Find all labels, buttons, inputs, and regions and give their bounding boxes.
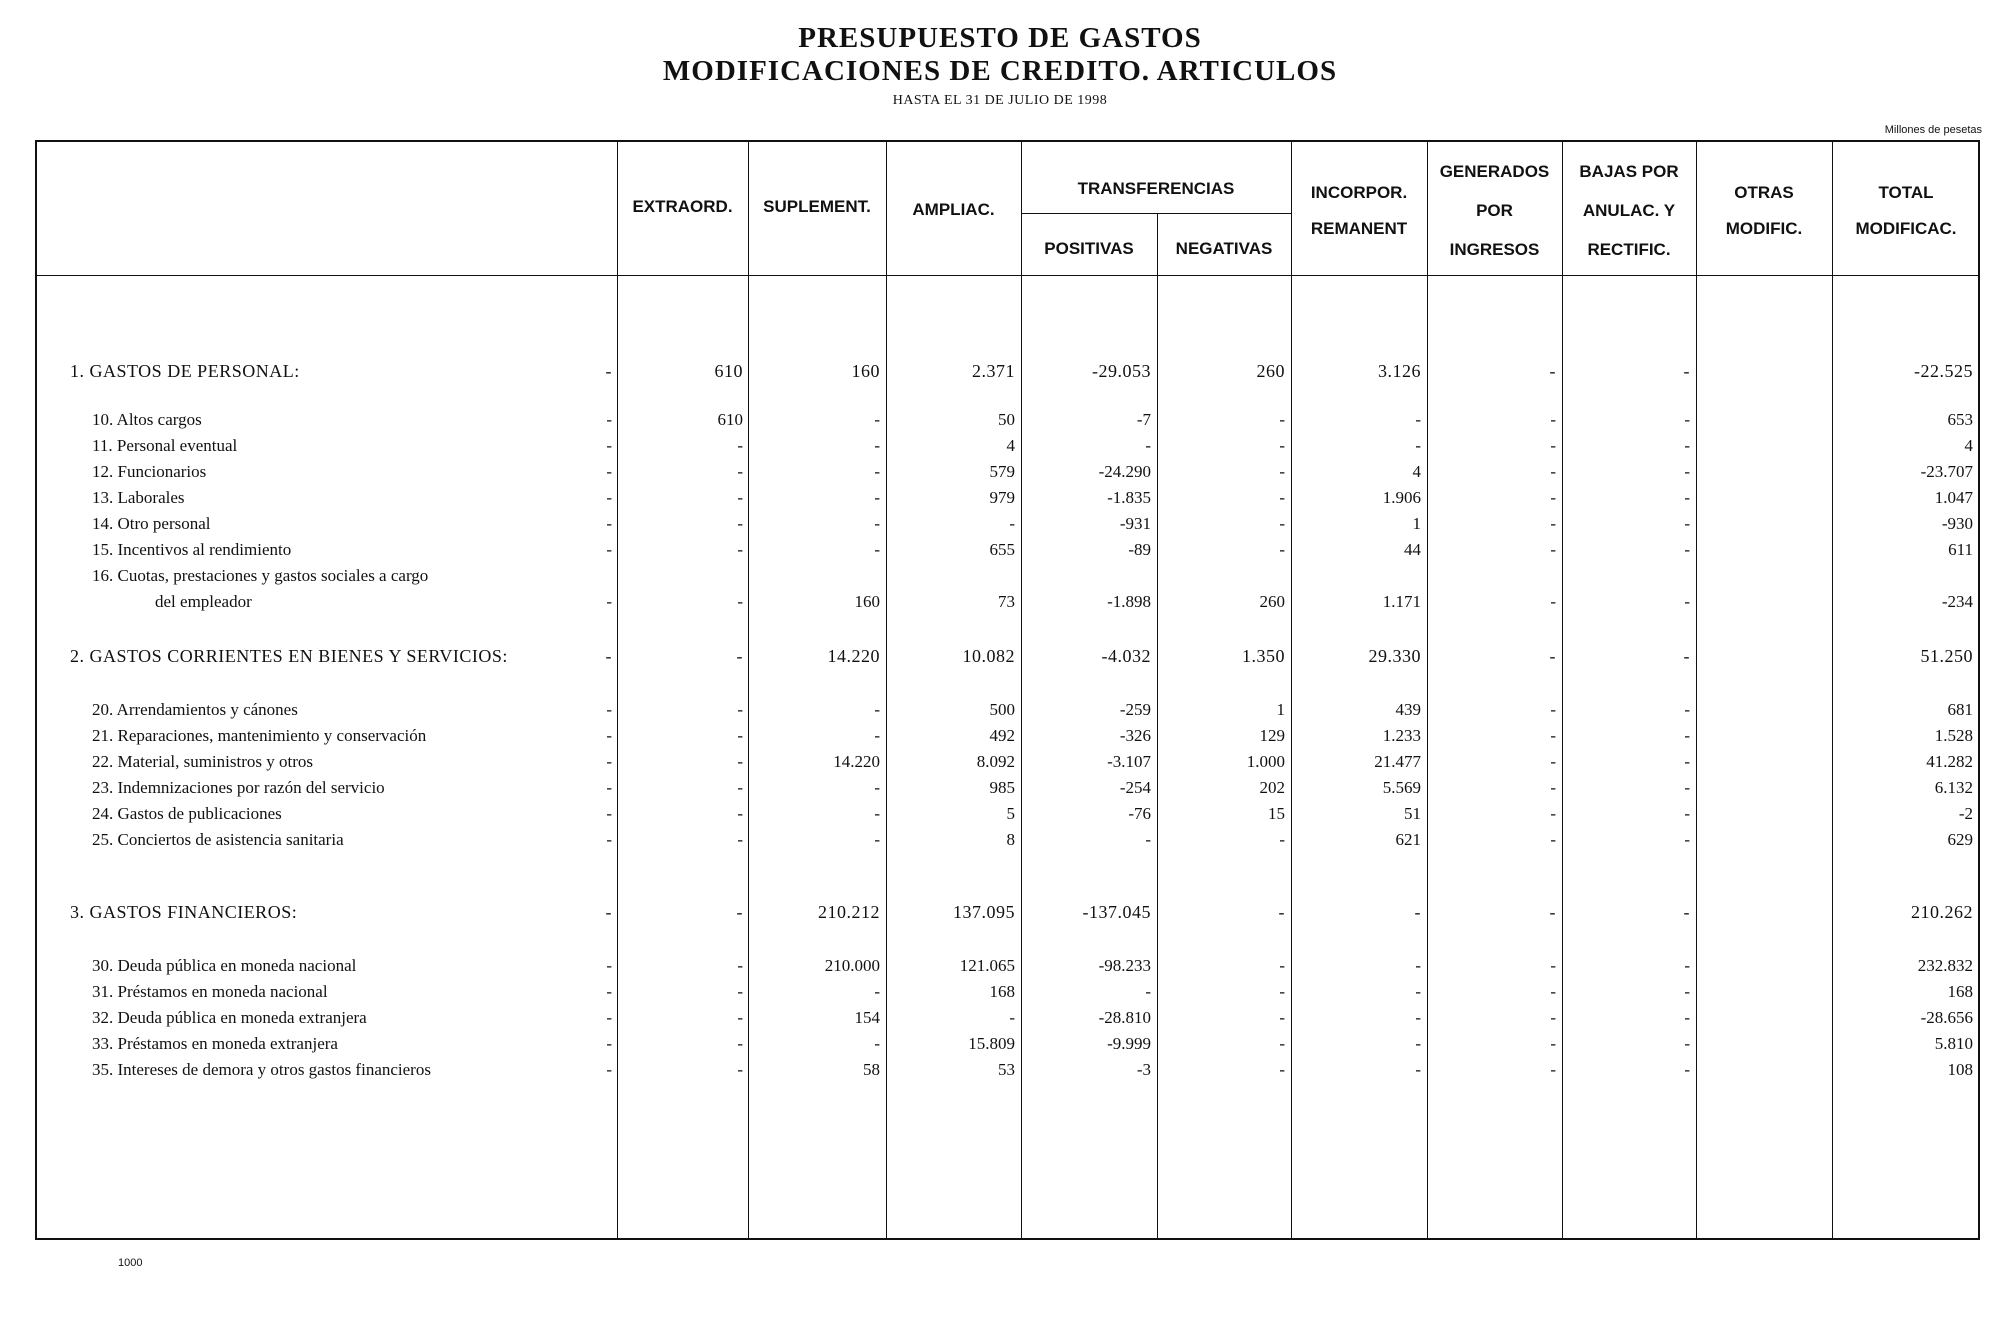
row-value: 610 (717, 410, 743, 429)
row-value: -254 (1119, 778, 1151, 797)
row-value: 610 (714, 361, 743, 381)
row-value: 10.082 (962, 646, 1015, 666)
row-value: 6.132 (1934, 778, 1973, 797)
row-value: - (606, 540, 612, 559)
page-footer: 1000 (118, 1257, 143, 1269)
row-value: - (737, 592, 743, 611)
row-value: 3.126 (1378, 361, 1421, 381)
row-value: - (1549, 361, 1556, 381)
row-value: -234 (1941, 592, 1973, 611)
row-value: 979 (989, 488, 1015, 507)
row-value: 629 (1947, 830, 1973, 849)
row-value: - (606, 700, 612, 719)
row-value: -3.107 (1107, 752, 1151, 771)
row-value: 492 (989, 726, 1015, 745)
row-value: 4 (1006, 436, 1015, 455)
row-value: 51 (1404, 804, 1421, 823)
row-value: - (606, 752, 612, 771)
row-value: - (874, 514, 880, 533)
table-row (0, 752, 2000, 776)
row-value: - (1550, 462, 1556, 481)
row-value: - (874, 804, 880, 823)
header-bajas-2: ANULAC. Y (1582, 201, 1676, 220)
row-value: - (874, 410, 880, 429)
row-value: - (1279, 488, 1285, 507)
row-value: 21.477 (1374, 752, 1421, 771)
chapter-row (0, 361, 2000, 385)
row-value: - (1550, 1008, 1556, 1027)
row-label: del empleador (155, 592, 252, 611)
row-value: 1.350 (1242, 646, 1285, 666)
row-value: - (737, 752, 743, 771)
row-value: - (1550, 1034, 1556, 1053)
row-value: - (1009, 1008, 1015, 1027)
row-value: 2.371 (972, 361, 1015, 381)
row-value: - (1684, 462, 1690, 481)
row-value: -9.999 (1107, 1034, 1151, 1053)
chapter-row (0, 902, 2000, 926)
row-value: - (1684, 592, 1690, 611)
row-value: 53 (998, 1060, 1015, 1079)
row-value: - (1684, 540, 1690, 559)
row-value: - (874, 830, 880, 849)
table-row (0, 1034, 2000, 1058)
row-value: - (874, 1034, 880, 1053)
row-label: 20. Arrendamientos y cánones (92, 700, 298, 719)
header-positivas: POSITIVAS (1044, 239, 1134, 258)
table-row (0, 488, 2000, 512)
row-value: - (1684, 726, 1690, 745)
row-value: - (1279, 514, 1285, 533)
row-value: -23.707 (1920, 462, 1973, 481)
row-value: 260 (1259, 592, 1285, 611)
row-value: - (1279, 462, 1285, 481)
row-value: 4 (1412, 462, 1421, 481)
row-value: - (1550, 514, 1556, 533)
row-value: - (874, 778, 880, 797)
row-value: - (1415, 982, 1421, 1001)
row-value: - (605, 902, 612, 922)
row-value: - (1145, 982, 1151, 1001)
units-note: Millones de pesetas (1884, 124, 1982, 136)
row-value: - (606, 592, 612, 611)
row-value: -24.290 (1098, 462, 1151, 481)
row-value: - (874, 700, 880, 719)
table-row (0, 462, 2000, 486)
row-value: 108 (1947, 1060, 1973, 1079)
row-value: 611 (1948, 540, 1973, 559)
row-value: - (1279, 982, 1285, 1001)
row-value: -931 (1119, 514, 1151, 533)
row-value: 232.832 (1917, 956, 1973, 975)
row-value: 121.065 (959, 956, 1015, 975)
row-value: 653 (1947, 410, 1973, 429)
row-value: - (1279, 830, 1285, 849)
row-value: - (1145, 436, 1151, 455)
row-value: - (1550, 956, 1556, 975)
row-value: 137.095 (953, 902, 1015, 922)
row-value: - (1415, 1008, 1421, 1027)
row-value: - (1684, 778, 1690, 797)
row-value: - (1550, 410, 1556, 429)
row-value: 1.528 (1934, 726, 1973, 745)
row-label: 23. Indemnizaciones por razón del servicio (92, 778, 385, 797)
row-value: 655 (989, 540, 1015, 559)
row-value: - (1684, 488, 1690, 507)
row-value: - (1684, 982, 1690, 1001)
row-value: 579 (989, 462, 1015, 481)
header-total: TOTAL (1878, 183, 1934, 202)
table-row (0, 540, 2000, 564)
header-otras-2: MODIFIC. (1725, 219, 1803, 238)
row-value: 41.282 (1926, 752, 1973, 771)
row-value: -29.053 (1092, 361, 1151, 381)
row-value: - (606, 462, 612, 481)
row-value: 50 (998, 410, 1015, 429)
row-value: -1.898 (1107, 592, 1151, 611)
table-row (0, 956, 2000, 980)
header-extraord: EXTRAORD. (632, 197, 733, 216)
row-label: 14. Otro personal (92, 514, 211, 533)
row-value: 129 (1259, 726, 1285, 745)
row-value: - (1550, 778, 1556, 797)
row-value: - (1279, 1034, 1285, 1053)
row-value: 4 (1964, 436, 1973, 455)
row-label: 10. Altos cargos (92, 410, 202, 429)
row-value: - (736, 902, 743, 922)
table-row (0, 410, 2000, 434)
row-value: 5 (1006, 804, 1015, 823)
row-value: - (874, 462, 880, 481)
row-value: 8 (1006, 830, 1015, 849)
header-incorpor-2: REMANENT (1310, 219, 1408, 238)
row-value: - (1683, 361, 1690, 381)
row-value: 210.212 (818, 902, 880, 922)
row-value: - (737, 436, 743, 455)
row-value: - (1414, 902, 1421, 922)
row-value: - (737, 1034, 743, 1053)
row-value: 15.809 (968, 1034, 1015, 1053)
row-value: - (606, 778, 612, 797)
row-value: -1.835 (1107, 488, 1151, 507)
row-value: - (1684, 804, 1690, 823)
row-value: 73 (998, 592, 1015, 611)
row-value: 1.233 (1382, 726, 1421, 745)
row-value: 985 (989, 778, 1015, 797)
header-subdivider (1021, 213, 1291, 214)
row-label: 21. Reparaciones, mantenimiento y conservación (92, 726, 427, 745)
header-bajas: BAJAS POR (1579, 162, 1679, 181)
row-value: -89 (1128, 540, 1151, 559)
row-value: - (1279, 956, 1285, 975)
row-value: 51.250 (1920, 646, 1973, 666)
row-label: 11. Personal eventual (92, 436, 238, 455)
row-value: 202 (1259, 778, 1285, 797)
row-label: 15. Incentivos al rendimiento (92, 540, 292, 559)
row-value: - (606, 514, 612, 533)
row-value: - (1550, 752, 1556, 771)
row-value: -3 (1136, 1060, 1151, 1079)
row-value: -326 (1119, 726, 1151, 745)
row-value: 160 (854, 592, 880, 611)
row-value: - (874, 726, 880, 745)
table-row (0, 436, 2000, 460)
table-row (0, 726, 2000, 750)
row-value: 1.000 (1246, 752, 1285, 771)
row-value: - (606, 410, 612, 429)
row-value: 1 (1276, 700, 1285, 719)
row-value: - (1683, 902, 1690, 922)
row-value: 1.171 (1382, 592, 1421, 611)
row-value: 260 (1256, 361, 1285, 381)
row-value: - (1550, 726, 1556, 745)
row-value: - (1683, 646, 1690, 666)
row-value: - (1684, 1034, 1690, 1053)
document-title-secondary: MODIFICACIONES DE CREDITO. ARTICULOS (662, 55, 1338, 87)
row-value: - (1684, 1008, 1690, 1027)
row-label: 33. Préstamos en moneda extranjera (92, 1034, 338, 1053)
row-value: - (737, 462, 743, 481)
row-value: 29.330 (1368, 646, 1421, 666)
row-value: - (1415, 410, 1421, 429)
row-value: - (1009, 514, 1015, 533)
row-value: 210.262 (1911, 902, 1973, 922)
row-value: - (737, 830, 743, 849)
row-value: - (874, 488, 880, 507)
table-row (0, 1008, 2000, 1032)
row-value: - (1550, 700, 1556, 719)
row-value: - (1684, 436, 1690, 455)
row-label: 3. GASTOS FINANCIEROS: (70, 902, 298, 922)
row-value: 500 (989, 700, 1015, 719)
row-value: - (1684, 700, 1690, 719)
row-value: - (1145, 830, 1151, 849)
header-otras: OTRAS (1734, 183, 1794, 202)
row-value: - (1550, 1060, 1556, 1079)
header-bajas-3: RECTIFIC. (1587, 240, 1671, 259)
row-value: - (606, 1034, 612, 1053)
document-subtitle: HASTA EL 31 DE JULIO DE 1998 (892, 93, 1108, 108)
row-value: - (737, 956, 743, 975)
header-incorpor: INCORPOR. (1310, 183, 1408, 202)
row-value: - (1549, 646, 1556, 666)
row-value: 44 (1404, 540, 1421, 559)
row-label: 1. GASTOS DE PERSONAL: (70, 361, 300, 381)
row-value: - (874, 540, 880, 559)
header-transferencias: TRANSFERENCIAS (1077, 179, 1235, 198)
row-value: - (1279, 1060, 1285, 1079)
header-suplement: SUPLEMENT. (763, 197, 871, 216)
row-value: 154 (854, 1008, 880, 1027)
table-row (0, 804, 2000, 828)
row-value: 621 (1395, 830, 1421, 849)
row-value: - (1550, 982, 1556, 1001)
header-ampliac: AMPLIAC. (912, 200, 995, 219)
row-value: - (1684, 410, 1690, 429)
row-value: - (1279, 540, 1285, 559)
row-label: 16. Cuotas, prestaciones y gastos sociales a cargo (92, 566, 429, 585)
row-value: -4.032 (1101, 646, 1151, 666)
table-row (0, 778, 2000, 802)
row-value: - (605, 646, 612, 666)
table-row (0, 700, 2000, 724)
row-value: - (737, 540, 743, 559)
row-value: - (606, 982, 612, 1001)
table-row (0, 982, 2000, 1006)
row-value: 1.906 (1382, 488, 1421, 507)
row-value: 58 (863, 1060, 880, 1079)
row-value: - (874, 436, 880, 455)
row-value: -259 (1119, 700, 1151, 719)
row-label: 32. Deuda pública en moneda extranjera (92, 1008, 367, 1027)
chapter-row (0, 646, 2000, 670)
row-label: 2. GASTOS CORRIENTES EN BIENES Y SERVICIOS: (70, 646, 508, 666)
row-value: -137.045 (1082, 902, 1151, 922)
row-value: - (1684, 830, 1690, 849)
row-value: - (606, 804, 612, 823)
row-value: - (1549, 902, 1556, 922)
row-value: - (1684, 752, 1690, 771)
row-value: - (1279, 1008, 1285, 1027)
row-value: - (605, 361, 612, 381)
row-value: - (737, 700, 743, 719)
row-value: 14.220 (833, 752, 880, 771)
row-value: - (1684, 956, 1690, 975)
row-value: - (1278, 902, 1285, 922)
row-value: 5.810 (1934, 1034, 1973, 1053)
row-label: 12. Funcionarios (92, 462, 207, 481)
row-value: -2 (1958, 804, 1973, 823)
row-value: - (1415, 436, 1421, 455)
row-value: - (1550, 592, 1556, 611)
row-value: 8.092 (976, 752, 1015, 771)
row-value: 210.000 (824, 956, 880, 975)
row-value: - (1415, 956, 1421, 975)
row-value: - (606, 436, 612, 455)
row-value: 681 (1947, 700, 1973, 719)
header-bottom-rule (35, 275, 1980, 276)
row-value: - (737, 804, 743, 823)
row-value: - (1415, 1034, 1421, 1053)
row-value: - (1684, 1060, 1690, 1079)
row-value: 1.047 (1934, 488, 1973, 507)
row-label: 35. Intereses de demora y otros gastos financieros (92, 1060, 431, 1079)
row-value: - (606, 956, 612, 975)
row-value: - (737, 726, 743, 745)
header-generados: GENERADOS (1439, 162, 1550, 181)
row-value: 160 (851, 361, 880, 381)
row-value: - (1684, 514, 1690, 533)
row-value: - (1550, 540, 1556, 559)
row-value: - (737, 778, 743, 797)
row-value: - (737, 1060, 743, 1079)
row-value: -28.810 (1098, 1008, 1151, 1027)
row-value: 439 (1395, 700, 1421, 719)
table-row (0, 566, 2000, 590)
row-label: 13. Laborales (92, 488, 185, 507)
row-label: 30. Deuda pública en moneda nacional (92, 956, 357, 975)
row-value: -7 (1136, 410, 1151, 429)
row-value: -930 (1941, 514, 1973, 533)
row-value: - (606, 726, 612, 745)
row-value: -76 (1128, 804, 1151, 823)
row-value: - (737, 982, 743, 1001)
row-value: - (1550, 488, 1556, 507)
row-value: -22.525 (1914, 361, 1973, 381)
row-value: - (606, 488, 612, 507)
row-value: 168 (1947, 982, 1973, 1001)
row-value: -98.233 (1098, 956, 1151, 975)
table-row (0, 1060, 2000, 1084)
row-value: - (1550, 436, 1556, 455)
row-value: - (1279, 410, 1285, 429)
row-label: 31. Préstamos en moneda nacional (92, 982, 328, 1001)
header-generados-3: INGRESOS (1449, 240, 1540, 259)
header-total-2: MODIFICAC. (1855, 219, 1957, 238)
row-label: 22. Material, suministros y otros (92, 752, 313, 771)
row-value: - (1415, 1060, 1421, 1079)
row-value: - (736, 646, 743, 666)
row-value: - (606, 830, 612, 849)
row-value: - (737, 1008, 743, 1027)
table-row (0, 592, 2000, 616)
row-value: - (606, 1060, 612, 1079)
table-row (0, 514, 2000, 538)
row-value: - (737, 488, 743, 507)
header-negativas: NEGATIVAS (1175, 239, 1273, 258)
row-label: 24. Gastos de publicaciones (92, 804, 282, 823)
row-value: 5.569 (1382, 778, 1421, 797)
row-value: - (1550, 804, 1556, 823)
document-title: PRESUPUESTO DE GASTOS (798, 22, 1202, 54)
row-value: -28.656 (1920, 1008, 1973, 1027)
row-value: 1 (1412, 514, 1421, 533)
row-value: - (1550, 830, 1556, 849)
header-generados-2: POR (1476, 201, 1513, 220)
row-value: - (1279, 436, 1285, 455)
row-value: - (737, 514, 743, 533)
row-value: 15 (1268, 804, 1285, 823)
row-label: 25. Conciertos de asistencia sanitaria (92, 830, 344, 849)
row-value: - (606, 1008, 612, 1027)
row-value: - (874, 982, 880, 1001)
row-value: 168 (989, 982, 1015, 1001)
table-row (0, 830, 2000, 854)
row-value: 14.220 (827, 646, 880, 666)
